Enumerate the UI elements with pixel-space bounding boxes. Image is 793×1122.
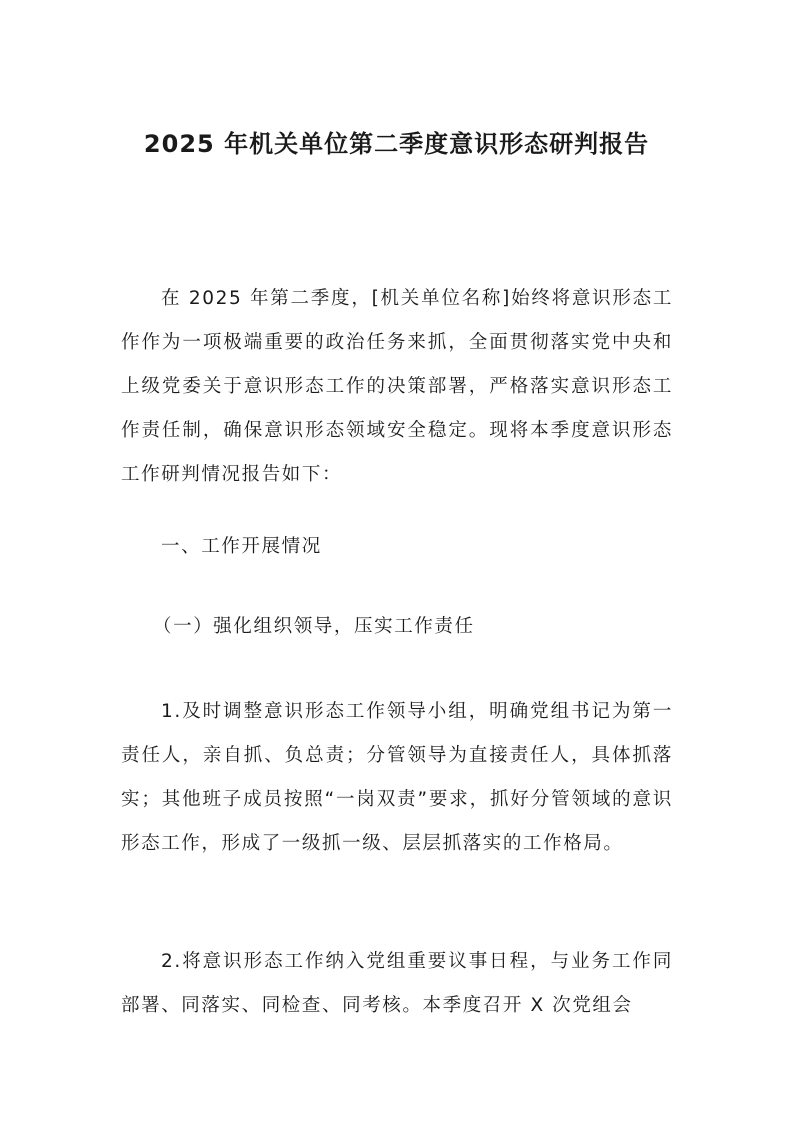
item-paragraph-1: 1.及时调整意识形态工作领导小组，明确党组书记为第一责任人，亲自抓、负总责；分管领导为直接责任人，具体抓落实；其他班子成员按照“一岗双责”要求，抓好分管领域的意识形态工作，形成了一级抓一级、层层抓落实的工作格局。 — [121, 701, 673, 854]
subsection-heading-1: （一）强化组织领导，压实工作责任 — [153, 616, 475, 637]
document-title: 2025 年机关单位第二季度意识形态研判报告 — [143, 130, 650, 158]
item-paragraph-2: 2.将意识形态工作纳入党组重要议事日程，与业务工作同部署、同落实、同检查、同考核。本季度召开 X 次党组会 — [121, 951, 673, 1016]
section-heading-1: 一、工作开展情况 — [161, 536, 322, 557]
intro-paragraph: 在 2025 年第二季度，[机关单位名称]始终将意识形态工作作为一项极端重要的政治任务来抓，全面贯彻落实党中央和上级党委关于意识形态工作的决策部署，严格落实意识形态工作责任制，确保意识形态领域安全稳定。现将本季度意识形态工作研判情况报告如下： — [121, 288, 673, 485]
